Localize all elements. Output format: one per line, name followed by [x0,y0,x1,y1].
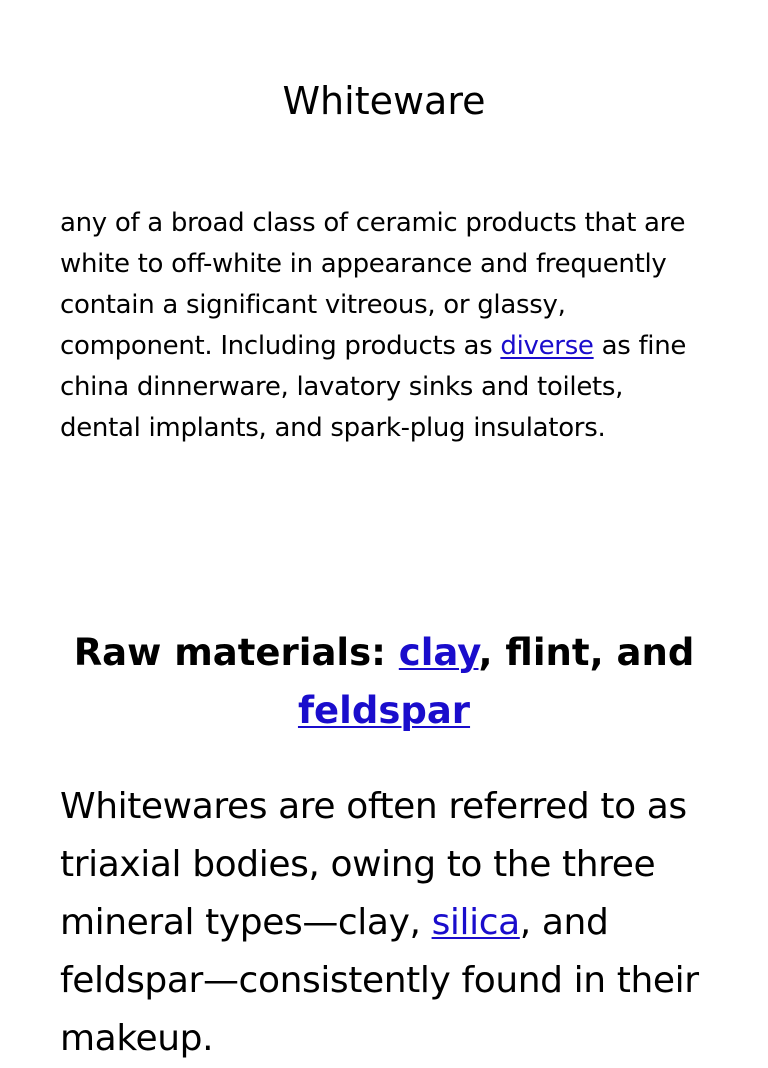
page-title: Whiteware [282,79,486,123]
raw-materials-prefix: Raw materials: [73,631,399,674]
raw-materials-heading [0,624,768,740]
triaxial-text-before: Whitewares are often referred to as triaxial bodies, owing to the three mineral types—clay, [60,786,687,943]
triaxial-paragraph [60,778,750,1068]
intro-paragraph [60,203,700,449]
intro-text-after: as fine china dinnerware, lavatory sinks and toilets, dental implants, and spark-plug insulators. [60,331,687,443]
intro-text-before: any of a broad class of ceramic products that are white to off-white in appearance and frequently contain a significant vitreous, or glassy, component. Including products as [60,208,686,361]
clay-link[interactable]: clay [398,631,479,674]
feldspar-link[interactable]: feldspar [297,689,471,732]
diverse-link[interactable]: diverse [500,331,594,361]
silica-link[interactable]: silica [431,902,520,943]
raw-materials-middle: , flint, and [478,631,695,674]
triaxial-text-after: , and feldspar—consistently found in their makeup. [60,902,699,1059]
